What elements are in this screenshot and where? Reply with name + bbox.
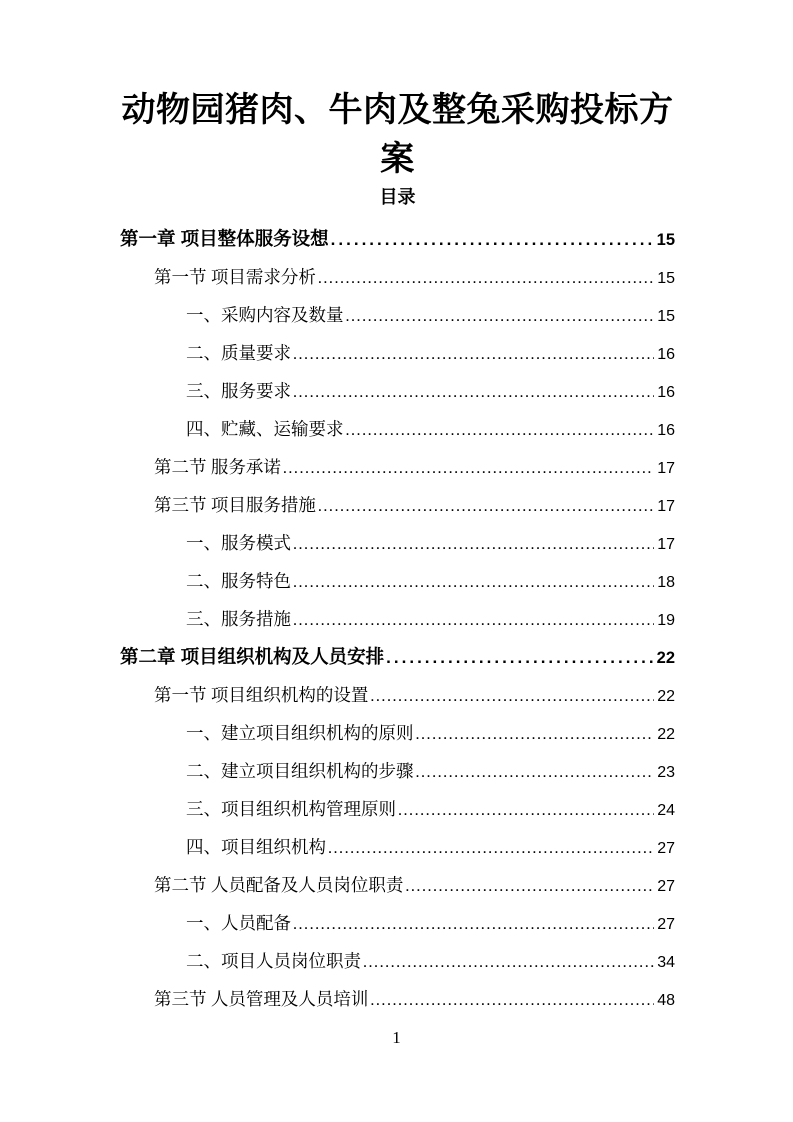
toc-entry[interactable] <box>120 486 675 524</box>
toc-dot-leader <box>416 752 655 792</box>
toc-entry-label: 三、服务要求 <box>186 381 291 401</box>
toc-heading: 目录 <box>379 187 416 207</box>
toc-dot-leader <box>293 334 654 374</box>
toc-entry-label: 第三节 项目服务措施 <box>154 495 316 515</box>
toc-entry-page-number: 15 <box>656 231 675 249</box>
toc-dot-leader <box>386 638 653 677</box>
toc-entry-label: 第一节 项目组织机构的设置 <box>154 685 369 705</box>
toc-entry-label: 二、质量要求 <box>186 343 291 363</box>
toc-entry-label: 二、建立项目组织机构的步骤 <box>186 761 414 781</box>
toc-dot-leader <box>328 828 654 868</box>
toc-entry[interactable] <box>120 980 675 1018</box>
toc-entry[interactable] <box>120 410 675 448</box>
toc-dot-leader <box>318 486 654 526</box>
toc-entry[interactable] <box>120 904 675 942</box>
toc-entry-label: 一、建立项目组织机构的原则 <box>186 723 414 743</box>
toc-entry[interactable] <box>120 296 675 334</box>
toc-entry[interactable] <box>120 562 675 600</box>
toc-entry-label: 一、采购内容及数量 <box>186 305 344 325</box>
toc-entry-page-number: 27 <box>657 916 675 933</box>
toc-entry-page-number: 24 <box>657 802 675 819</box>
toc-entry-page-number: 19 <box>657 612 675 629</box>
toc-dot-leader <box>293 600 654 640</box>
toc-entry[interactable] <box>120 942 675 980</box>
toc-entry[interactable] <box>120 600 675 638</box>
toc-entry-label: 第一节 项目需求分析 <box>154 267 316 287</box>
toc-entry-page-number: 22 <box>657 688 675 705</box>
toc-entry[interactable] <box>120 220 675 258</box>
toc-entry[interactable] <box>120 828 675 866</box>
toc-entry-page-number: 34 <box>657 954 675 971</box>
toc-entry-page-number: 17 <box>657 498 675 515</box>
toc-entry-label: 二、项目人员岗位职责 <box>186 951 361 971</box>
toc-entry-label: 第一章 项目整体服务设想 <box>120 228 329 249</box>
toc-entry[interactable] <box>120 372 675 410</box>
toc-entry[interactable] <box>120 334 675 372</box>
toc-dot-leader <box>346 410 655 450</box>
toc-entry-page-number: 48 <box>657 992 675 1009</box>
toc-entry[interactable] <box>120 752 675 790</box>
document-title: 动物园猪肉、牛肉及整兔采购投标方案 <box>121 91 674 178</box>
toc-entry[interactable] <box>120 638 675 676</box>
toc-entry-page-number: 16 <box>657 346 675 363</box>
toc-entry-label: 一、人员配备 <box>186 913 291 933</box>
toc-entry-label: 第二章 项目组织机构及人员安排 <box>120 646 385 667</box>
toc-dot-leader <box>346 296 655 336</box>
toc-dot-leader <box>405 866 654 906</box>
toc-entry-label: 第二节 服务承诺 <box>154 457 281 477</box>
toc-entry-page-number: 16 <box>657 384 675 401</box>
toc-dot-leader <box>370 676 654 716</box>
toc-entry-page-number: 27 <box>657 878 675 895</box>
toc-entry-label: 二、服务特色 <box>186 571 291 591</box>
toc-dot-leader <box>293 562 654 602</box>
toc-entry[interactable] <box>120 258 675 296</box>
toc-dot-leader <box>293 372 654 412</box>
toc-entry[interactable] <box>120 448 675 486</box>
toc-dot-leader <box>293 524 654 564</box>
footer-page-number: 1 <box>392 1028 401 1047</box>
toc-entry[interactable] <box>120 524 675 562</box>
toc-dot-leader <box>318 258 654 298</box>
toc-entry-label: 三、项目组织机构管理原则 <box>186 799 396 819</box>
toc-entry-page-number: 15 <box>657 270 675 287</box>
toc-entry-page-number: 23 <box>657 764 675 781</box>
toc-entry-page-number: 17 <box>657 536 675 553</box>
toc-entry[interactable] <box>120 790 675 828</box>
toc-dot-leader <box>398 790 654 830</box>
toc-entry-page-number: 22 <box>656 649 675 667</box>
toc-dot-leader <box>293 904 654 944</box>
toc-entry[interactable] <box>120 714 675 752</box>
toc-dot-leader <box>283 448 654 488</box>
toc-dot-leader <box>363 942 654 982</box>
toc-dot-leader <box>416 714 655 754</box>
toc-entry-page-number: 22 <box>657 726 675 743</box>
toc-entry-label: 一、服务模式 <box>186 533 291 553</box>
toc-entry-label: 三、服务措施 <box>186 609 291 629</box>
toc-entry-label: 第三节 人员管理及人员培训 <box>154 989 369 1009</box>
toc-entry-page-number: 18 <box>657 574 675 591</box>
toc-dot-leader <box>370 980 654 1020</box>
toc-dot-leader <box>331 220 654 259</box>
toc-entry-label: 四、贮藏、运输要求 <box>186 419 344 439</box>
toc-list <box>120 220 675 1018</box>
toc-entry-page-number: 17 <box>657 460 675 477</box>
toc-entry-page-number: 15 <box>657 308 675 325</box>
toc-entry-page-number: 27 <box>657 840 675 857</box>
toc-entry-label: 四、项目组织机构 <box>186 837 326 857</box>
toc-entry[interactable] <box>120 676 675 714</box>
toc-entry[interactable] <box>120 866 675 904</box>
toc-entry-label: 第二节 人员配备及人员岗位职责 <box>154 875 404 895</box>
toc-entry-page-number: 16 <box>657 422 675 439</box>
